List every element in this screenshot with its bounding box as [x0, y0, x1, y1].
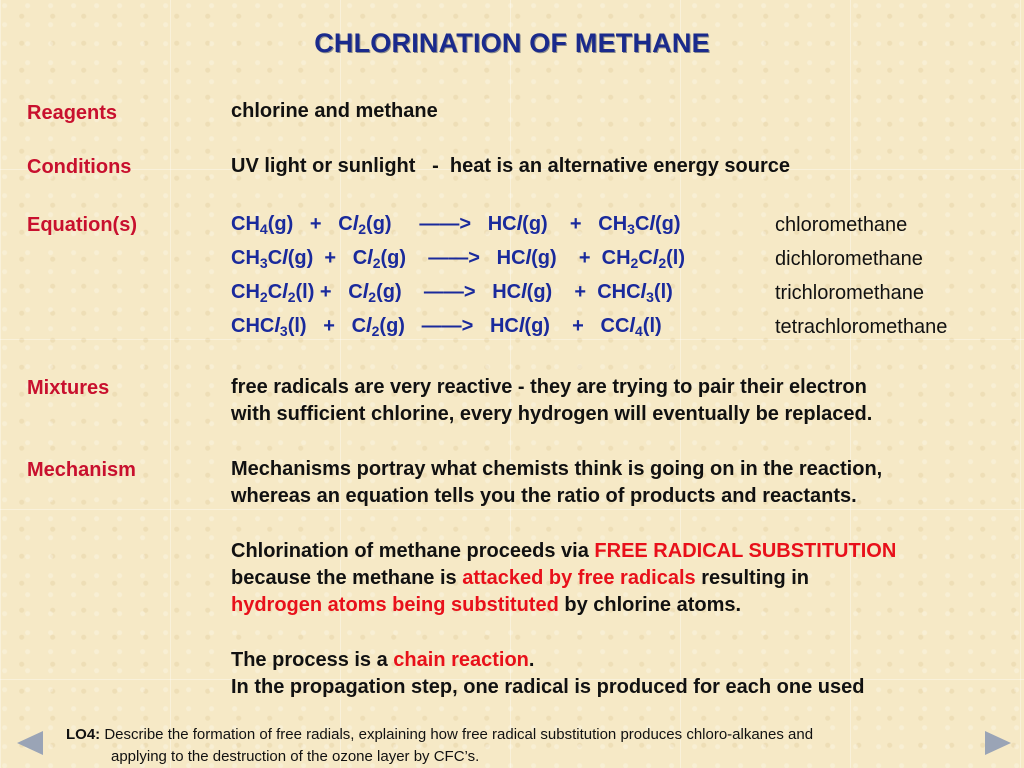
- equation-3-name: trichloromethane: [775, 282, 924, 304]
- equation-4: CHCl$_3$(l) + $Cl_2(g)$ ——> HCl(g) + CCl$_4$(l): [231, 315, 662, 339]
- mixtures-label: Mixtures: [27, 377, 110, 399]
- equation-1: $CH_4(g) + Cl_2(g)$ ——> HCl(g) + $CH_3Cl(g)$: [231, 213, 681, 237]
- attacked-by-free-radicals-highlight: attacked by free radicals: [462, 567, 696, 589]
- chain-reaction-highlight: chain reaction: [393, 649, 529, 671]
- mechanism-p3-line-2: In the propagation step, one radical is produced for each one used: [231, 676, 865, 698]
- previous-slide-button[interactable]: [15, 730, 45, 756]
- triangle-right-icon: [983, 730, 1013, 756]
- equation-2: $CH_3Cl(g) + Cl_2(g)$ ——> HCl(g) + $CH_2Cl_2(l)$: [231, 247, 686, 271]
- mechanism-p2-text-g: by chlorine atoms.: [558, 594, 742, 616]
- mechanism-p2-text-a: Chlorination of methane proceeds via: [231, 540, 595, 562]
- mechanism-p3-text-a: The process is a: [231, 649, 394, 671]
- mechanism-p2-line-2: [231, 565, 1011, 592]
- conditions-text: UV light or sunlight - heat is an alternative energy source: [231, 155, 791, 177]
- mechanism-p2-text-c: because the methane is: [231, 567, 463, 589]
- equations-label: Equation(s): [27, 214, 137, 236]
- mechanism-p1-line-2: whereas an equation tells you the ratio of products and reactants.: [231, 485, 857, 507]
- equation-2-name: dichloromethane: [775, 248, 923, 270]
- learning-objective-line-1: [66, 724, 946, 746]
- lo-label: LO4:: [66, 726, 101, 743]
- triangle-left-icon: [15, 730, 45, 756]
- next-slide-button[interactable]: [983, 730, 1013, 756]
- equation-1-name: chloromethane: [775, 214, 908, 236]
- free-radical-substitution-highlight: FREE RADICAL SUBSTITUTION: [594, 540, 897, 562]
- equation-4-name: tetrachloromethane: [775, 316, 948, 338]
- mechanism-p2-line-3: [231, 592, 1011, 619]
- mixtures-line-1: free radicals are very reactive - they are trying to pair their electron: [231, 376, 867, 398]
- mechanism-p2-line-1: [231, 538, 1011, 565]
- mechanism-p3-text-c: .: [528, 649, 535, 671]
- mechanism-label: Mechanism: [27, 459, 136, 481]
- mixtures-line-2: with sufficient chlorine, every hydrogen will eventually be replaced.: [231, 403, 873, 425]
- equation-3: $CH_2Cl_2(l) + Cl_2(g)$ ——> HCl(g) + CHCl$_3$(l): [231, 281, 673, 305]
- lo-text-1: Describe the formation of free radials, explaining how free radical substitution produces chloro-alkanes and: [100, 726, 814, 743]
- mechanism-p3-line-1: [231, 647, 1011, 674]
- mechanism-p1-line-1: Mechanisms portray what chemists think is going on in the reaction,: [231, 458, 883, 480]
- learning-objective: [66, 724, 946, 768]
- mixtures-text: [231, 374, 872, 428]
- reagents-text: chlorine and methane: [231, 100, 438, 122]
- mechanism-p2-text-e: resulting in: [695, 567, 810, 589]
- learning-objective-line-2: applying to the destruction of the ozone layer by CFC’s.: [111, 748, 480, 765]
- page-title: CHLORINATION OF METHANE: [314, 28, 710, 58]
- reagents-label: Reagents: [27, 102, 118, 124]
- mechanism-text: [231, 456, 1011, 701]
- hydrogen-atoms-substituted-highlight: hydrogen atoms being substituted: [231, 594, 559, 616]
- conditions-label: Conditions: [27, 156, 132, 178]
